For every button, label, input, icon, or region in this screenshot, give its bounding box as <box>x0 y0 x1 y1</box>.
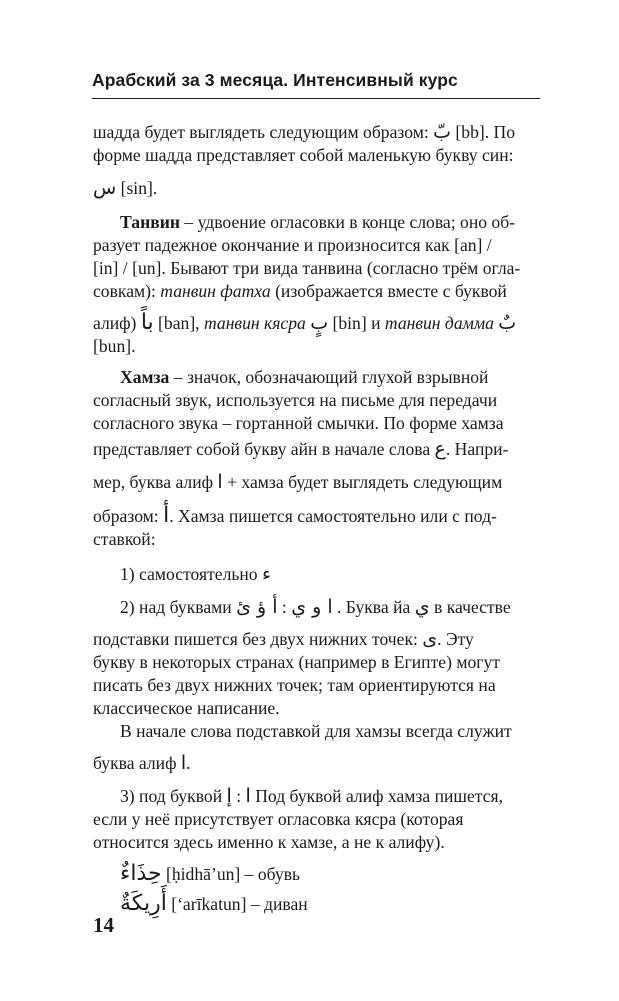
text: совкам): <box>93 281 161 301</box>
text: . Буква йа <box>332 597 415 617</box>
arabic-glyph: بّ <box>433 121 452 143</box>
text-line <box>93 438 541 460</box>
text: образом: <box>93 506 164 526</box>
arabic-glyph: ء <box>262 563 271 585</box>
text-line <box>93 528 541 550</box>
text-line <box>120 366 541 388</box>
text: – удвоение огласовки в конце слова; оно об- <box>180 212 516 232</box>
text: . Хамза пишется самостоятельно или с под- <box>169 506 497 526</box>
text: [sin]. <box>116 178 158 198</box>
text: [bb]. По <box>451 122 516 142</box>
text: относится здесь именно к хамзе, а не к алифу). <box>93 832 445 852</box>
arabic-glyph: بٍ <box>310 312 329 334</box>
text: ставкой: <box>93 529 156 549</box>
text-line <box>120 211 541 233</box>
arabic-word: حِذَاءٌ <box>120 861 162 886</box>
text: мер, буква алиф <box>93 472 218 492</box>
text: 3) под буквой <box>120 786 227 806</box>
text-line <box>93 412 541 434</box>
example-line <box>120 893 541 915</box>
text: если у неё присутствует огласовка кясра (которая <box>93 809 464 829</box>
text: писать без двух нижних точек; там ориентируются на <box>93 675 496 695</box>
text: буква алиф <box>93 753 181 773</box>
italic-term: танвин кясра <box>203 313 306 333</box>
term: Танвин <box>120 212 181 232</box>
text-line <box>93 177 541 199</box>
text-line <box>120 596 541 618</box>
text: [bin] и <box>328 313 385 333</box>
text: : <box>277 597 292 617</box>
text: [in] / [un]. Бывают три вида танвина (согласно трём огла- <box>93 258 521 278</box>
term: Хамза <box>120 367 170 387</box>
text: В начале слова подставкой для хамзы всегда служит <box>120 721 512 741</box>
text-line <box>93 257 541 279</box>
arabic-glyph: ا <box>180 752 187 774</box>
text-line <box>120 563 541 585</box>
arabic-glyph: إ <box>226 785 232 807</box>
arabic-glyph: ا و ي <box>291 596 333 618</box>
text-line <box>93 471 541 493</box>
italic-term: танвин фатха <box>160 281 271 301</box>
text-line <box>93 697 541 719</box>
text: в качестве <box>429 597 511 617</box>
text: форме шадда представляет собой маленькую букву син: <box>93 145 514 165</box>
text: [ban], <box>153 313 204 333</box>
page-number: 14 <box>93 913 114 937</box>
arabic-glyph: باً <box>140 310 154 335</box>
text-line <box>93 674 541 696</box>
text-line <box>93 335 541 357</box>
text: классическое написание. <box>93 698 280 718</box>
text: [‘arīkatun] – диван <box>166 894 308 914</box>
italic-term: танвин дамма <box>384 313 494 333</box>
text: 1) самостоятельно <box>120 564 262 584</box>
arabic-glyph: بٌ <box>498 312 517 334</box>
text: букву в некоторых странах (например в Египте) могут <box>93 652 500 672</box>
header-rule <box>92 98 540 99</box>
text-line <box>93 280 541 302</box>
text: согласный звук, используется на письме для передачи <box>93 390 498 410</box>
text: Под буквой алиф хамза пишется, <box>250 786 503 806</box>
arabic-glyph: أ <box>163 503 170 528</box>
arabic-glyph: أ ؤ ئ <box>236 596 278 618</box>
text: разует падежное окончание и произносится как [an] / <box>93 235 492 255</box>
arabic-word: أَرِيكَةٌ <box>120 891 167 916</box>
arabic-glyph: ي <box>414 596 430 618</box>
text-line <box>93 312 541 334</box>
text-line <box>120 785 541 807</box>
text-line <box>93 234 541 256</box>
text: шадда будет выглядеть следующим образом: <box>93 122 434 142</box>
text-line <box>93 651 541 673</box>
text-line <box>120 720 541 742</box>
text-line <box>93 389 541 411</box>
text-line <box>93 144 541 166</box>
running-header: Арабский за 3 месяца. Интенсивный курс <box>92 70 458 90</box>
arabic-glyph: ا <box>217 471 223 493</box>
text-line <box>93 808 541 830</box>
arabic-glyph: ع <box>434 438 446 460</box>
arabic-glyph: ى <box>422 628 438 650</box>
text: (изображается вместе с буквой <box>270 281 507 301</box>
text: : <box>231 786 246 806</box>
text: представляет собой букву айн в начале слова <box>93 439 435 459</box>
text-line <box>93 628 541 650</box>
text-line <box>93 752 541 774</box>
text: подставки пишется без двух нижних точек: <box>93 629 423 649</box>
text-line <box>93 121 541 143</box>
text: + хамза будет выглядеть следующим <box>222 472 503 492</box>
text-line <box>93 505 541 527</box>
arabic-glyph: ا <box>245 785 251 807</box>
text-line <box>93 831 541 853</box>
arabic-glyph: س <box>93 177 117 199</box>
text: алиф) <box>93 313 141 333</box>
text: . Напри- <box>445 439 509 459</box>
text: . Эту <box>437 629 474 649</box>
text: – значок, обозначающий глухой взрывной <box>169 367 489 387</box>
text: 2) над буквами <box>120 597 237 617</box>
text: согласного звука – гортанной смычки. По форме хамза <box>93 413 504 433</box>
text: [bun]. <box>93 336 136 356</box>
example-line <box>120 863 541 885</box>
text: . <box>186 753 191 773</box>
text: [ḥidhā’un] – обувь <box>161 864 301 884</box>
